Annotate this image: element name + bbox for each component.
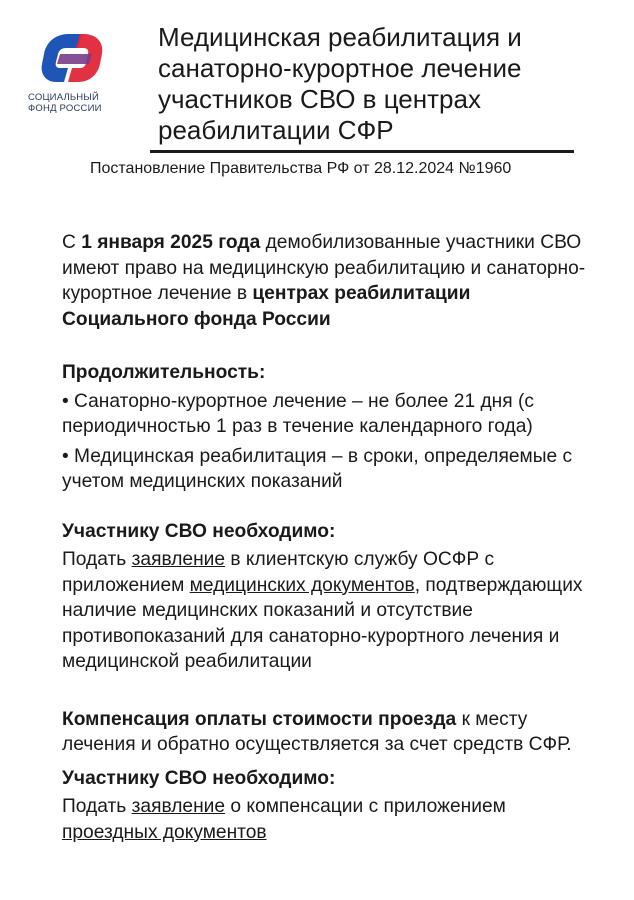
req1-text-3: , подтверждающих наличие медицинских показаний и отсутствие противопоказаний для санаторно-курортного лечения и медицинской реабилитации: [62, 574, 583, 672]
decree-reference: Постановление Правительства РФ от 28.12.2024 №1960: [90, 160, 512, 177]
intro-date: 1 января 2025 года: [81, 232, 261, 253]
intro-text-1: С: [62, 232, 82, 253]
req1-medical-documents: медицинских документов: [189, 574, 415, 596]
intro-text-2: демобилизованные участники СВО имеют право на медицинскую реабилитацию и санаторно-курортное лечение в: [62, 232, 586, 304]
duration-bullet-rehab: • Медицинская реабилитация – в сроки, определяемые с учетом медицинских показаний: [62, 445, 573, 492]
duration-bullet-sanatorium: • Санаторно-курортное лечение – не более 21 дня (с периодичностью 1 раз в течение календарного года): [62, 390, 534, 437]
sfr-logo: [28, 28, 128, 114]
intro-centers: центрах реабилитации Социального фонда России: [62, 283, 471, 330]
compensation-rest: к месту лечения и обратно осуществляется за счет средств СФР.: [62, 708, 572, 755]
requirement-text-2: [62, 794, 602, 845]
req1-application: заявление: [131, 549, 226, 570]
req1-text-1: Подать: [62, 549, 132, 570]
page-title: Медицинская реабилитация и санаторно-курортное лечение участников СВО в центрах реабилитации СФР: [158, 22, 522, 145]
requirement-heading-1: Участнику СВО необходимо:: [62, 520, 336, 542]
req2-application: заявление: [131, 796, 226, 817]
requirement-heading-2: Участнику СВО необходимо:: [62, 767, 336, 789]
req2-text-1: Подать: [62, 796, 132, 817]
title-divider: [150, 150, 574, 153]
req1-text-2: в клиентскую службу ОСФР с приложением: [62, 549, 495, 596]
compensation-bold: Компенсация оплаты стоимости проезда: [62, 708, 457, 730]
req2-text-2: о компенсации с приложением: [225, 796, 506, 817]
logo-caption: СОЦИАЛЬНЫЙ ФОНД РОССИИ: [28, 92, 102, 114]
main-content: [62, 230, 602, 845]
requirement-text-1: [62, 547, 602, 675]
req2-travel-documents: проездных документов: [62, 821, 267, 843]
compensation-paragraph: [62, 707, 602, 758]
duration-heading: Продолжительность:: [62, 362, 266, 383]
sfr-logo-icon: [34, 28, 112, 90]
intro-paragraph: [62, 230, 602, 332]
